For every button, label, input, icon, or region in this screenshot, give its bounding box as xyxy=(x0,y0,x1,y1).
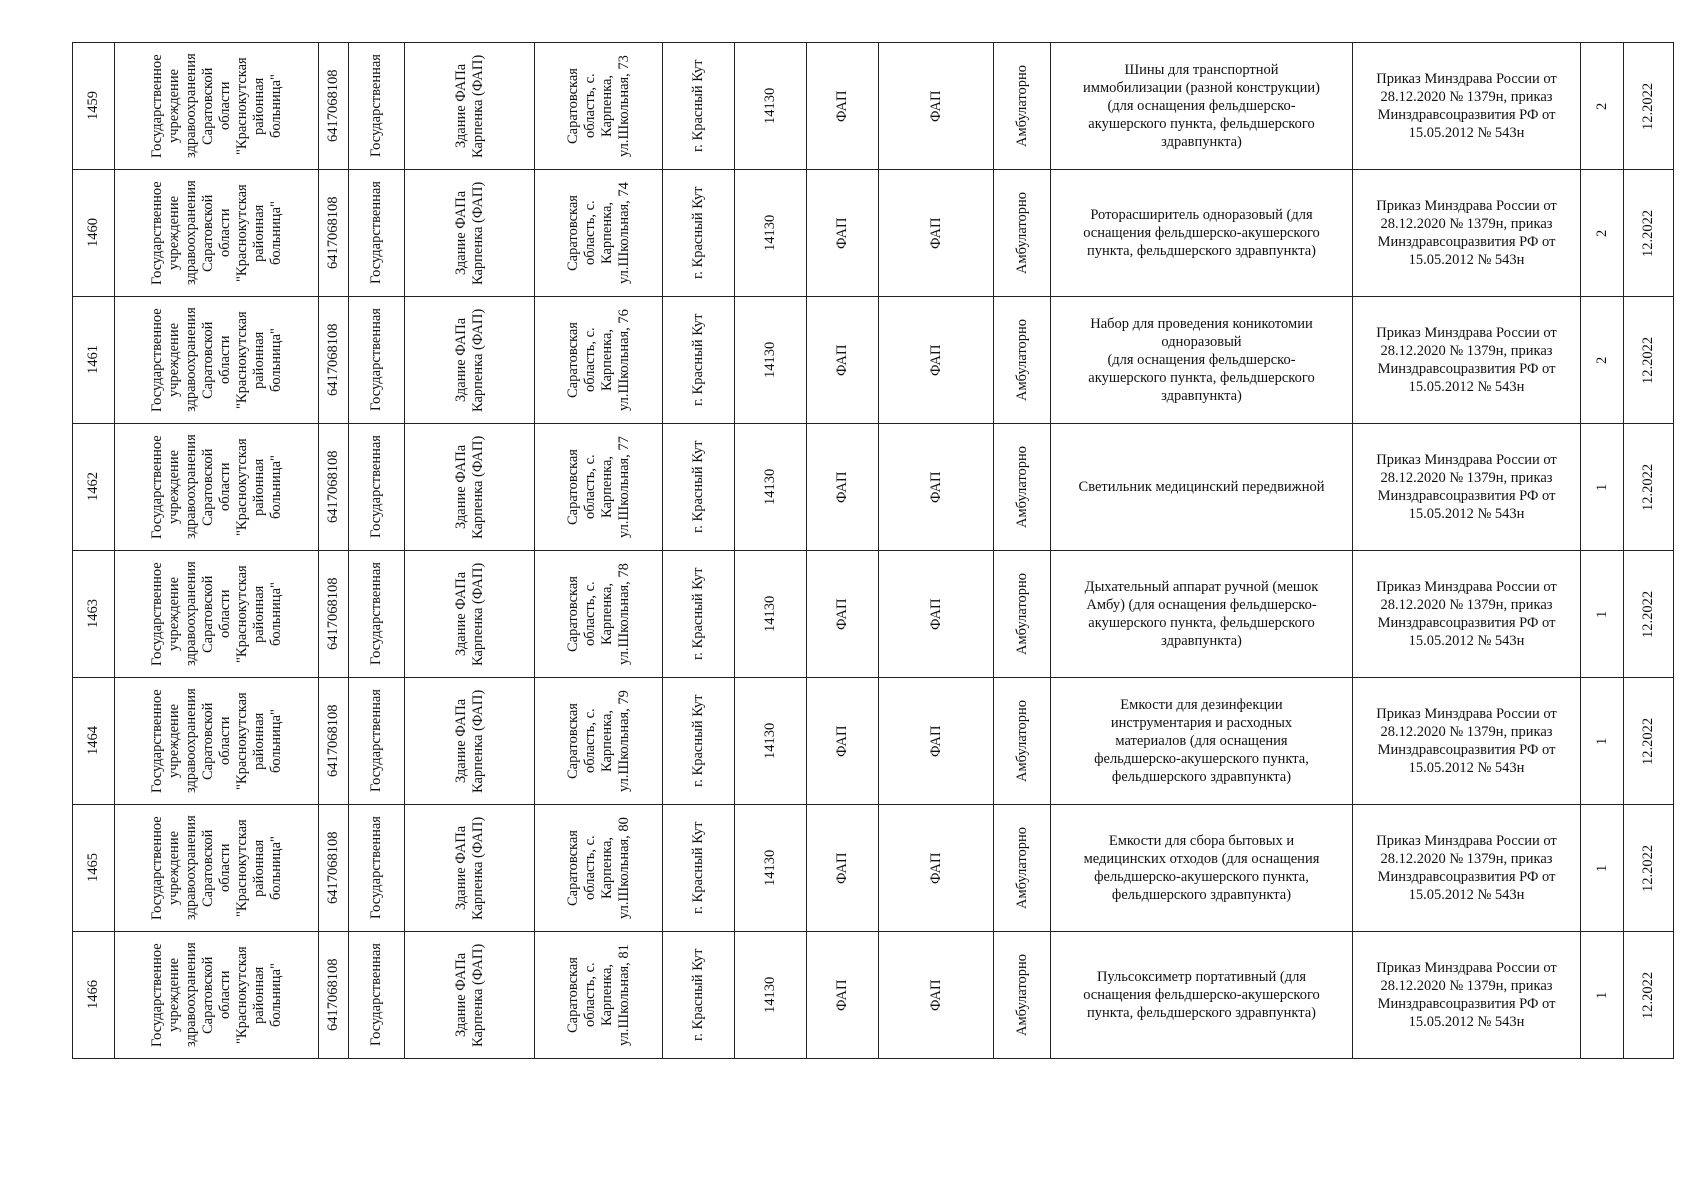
cell-number xyxy=(73,43,115,170)
cell-text-org: Государственное учреждение здравоохранения Саратовской области "Краснокутская районная больница" xyxy=(148,942,284,1048)
cell-legal-basis xyxy=(1353,43,1581,170)
cell-text-city: г. Красный Кут xyxy=(690,694,706,788)
cell-text-building: Здание ФАПа Карпенка (ФАП) xyxy=(452,54,486,158)
cell-text-inn: 6417068108 xyxy=(325,704,341,778)
cell-building xyxy=(405,678,535,805)
cell-legal-basis xyxy=(1353,424,1581,551)
cell-text-building: Здание ФАПа Карпенка (ФАП) xyxy=(452,181,486,285)
cell-care-mode xyxy=(994,297,1051,424)
cell-city xyxy=(663,170,735,297)
cell-address xyxy=(535,551,663,678)
cell-facility-type-2 xyxy=(879,805,994,932)
cell-date xyxy=(1624,424,1674,551)
cell-text-date: 12.2022 xyxy=(1640,209,1656,257)
cell-text-date: 12.2022 xyxy=(1640,971,1656,1019)
cell-care-mode xyxy=(994,932,1051,1059)
cell-quantity xyxy=(1581,170,1624,297)
cell-ownership-form xyxy=(349,805,405,932)
cell-text-org: Государственное учреждение здравоохранения Саратовской области "Краснокутская районная больница" xyxy=(148,180,284,286)
cell-text-building: Здание ФАПа Карпенка (ФАП) xyxy=(452,816,486,920)
cell-text-num: 1466 xyxy=(85,980,101,1010)
cell-care-mode xyxy=(994,551,1051,678)
cell-text-city: г. Красный Кут xyxy=(690,821,706,915)
cell-text-qty: 2 xyxy=(1593,102,1610,110)
cell-facility-type-1 xyxy=(807,678,879,805)
cell-facility-type-2 xyxy=(879,170,994,297)
cell-text-type2: ФАП xyxy=(927,725,944,757)
cell-text-building: Здание ФАПа Карпенка (ФАП) xyxy=(452,562,486,666)
cell-text-building: Здание ФАПа Карпенка (ФАП) xyxy=(452,943,486,1047)
cell-text-form: Государственная xyxy=(368,308,384,412)
cell-text-item: Светильник медицинский передвижной xyxy=(1078,479,1325,495)
table-row xyxy=(73,678,1674,805)
cell-text-inn: 6417068108 xyxy=(325,323,341,397)
cell-city xyxy=(663,932,735,1059)
cell-address xyxy=(535,43,663,170)
cell-number xyxy=(73,170,115,297)
cell-text-code: 14130 xyxy=(762,214,778,252)
cell-facility-type-1 xyxy=(807,805,879,932)
cell-text-date: 12.2022 xyxy=(1640,336,1656,384)
cell-text-form: Государственная xyxy=(368,54,384,158)
cell-organization xyxy=(115,424,319,551)
cell-building xyxy=(405,551,535,678)
cell-text-basis: Приказ Минздрава России от 28.12.2020 № 1379н, приказ Минздравсоцразвития РФ от 15.05.2012 № 543н xyxy=(1376,198,1557,268)
cell-text-mode: Амбулаторно xyxy=(1013,445,1030,529)
cell-text-qty: 2 xyxy=(1593,229,1610,237)
cell-text-type1: ФАП xyxy=(834,979,850,1011)
cell-date xyxy=(1624,932,1674,1059)
cell-text-basis: Приказ Минздрава России от 28.12.2020 № 1379н, приказ Минздравсоцразвития РФ от 15.05.2012 № 543н xyxy=(1376,960,1557,1030)
cell-city xyxy=(663,551,735,678)
cell-building xyxy=(405,43,535,170)
cell-text-code: 14130 xyxy=(762,87,778,125)
cell-city xyxy=(663,43,735,170)
cell-text-type2: ФАП xyxy=(927,90,944,122)
cell-organization xyxy=(115,805,319,932)
cell-inn xyxy=(319,43,349,170)
cell-text-address: Саратовская область, с. Карпенка, ул.Школьная, 76 xyxy=(564,309,632,411)
cell-inn xyxy=(319,678,349,805)
cell-ownership-form xyxy=(349,678,405,805)
cell-text-org: Государственное учреждение здравоохранения Саратовской области "Краснокутская районная больница" xyxy=(148,561,284,667)
cell-text-mode: Амбулаторно xyxy=(1013,699,1030,783)
cell-city xyxy=(663,424,735,551)
cell-text-inn: 6417068108 xyxy=(325,958,341,1032)
equipment-table xyxy=(72,42,1674,1059)
cell-code xyxy=(735,678,807,805)
cell-organization xyxy=(115,170,319,297)
cell-text-org: Государственное учреждение здравоохранения Саратовской области "Краснокутская районная больница" xyxy=(148,53,284,159)
cell-text-inn: 6417068108 xyxy=(325,577,341,651)
cell-text-type1: ФАП xyxy=(834,598,850,630)
cell-text-basis: Приказ Минздрава России от 28.12.2020 № 1379н, приказ Минздравсоцразвития РФ от 15.05.2012 № 543н xyxy=(1376,579,1557,649)
cell-text-qty: 1 xyxy=(1593,737,1610,745)
cell-text-date: 12.2022 xyxy=(1640,844,1656,892)
cell-text-item: Шины для транспортной иммобилизации (разной конструкции) (для оснащения фельдшерско- акушерского пункта, фельдшерского здравпункта) xyxy=(1083,62,1320,150)
cell-code xyxy=(735,297,807,424)
cell-inn xyxy=(319,932,349,1059)
cell-date xyxy=(1624,805,1674,932)
cell-text-item: Пульсоксиметр портативный (для оснащения фельдшерско-акушерского пункта, фельдшерского здравпункта) xyxy=(1083,969,1320,1021)
cell-address xyxy=(535,932,663,1059)
cell-quantity xyxy=(1581,678,1624,805)
cell-text-inn: 6417068108 xyxy=(325,196,341,270)
cell-text-type2: ФАП xyxy=(927,852,944,884)
cell-address xyxy=(535,805,663,932)
cell-facility-type-1 xyxy=(807,170,879,297)
cell-text-num: 1463 xyxy=(85,599,101,629)
cell-text-num: 1464 xyxy=(85,726,101,756)
cell-legal-basis xyxy=(1353,805,1581,932)
cell-city xyxy=(663,678,735,805)
cell-text-qty: 1 xyxy=(1593,483,1610,491)
cell-text-city: г. Красный Кут xyxy=(690,567,706,661)
cell-ownership-form xyxy=(349,43,405,170)
cell-code xyxy=(735,805,807,932)
cell-text-form: Государственная xyxy=(368,181,384,285)
cell-text-code: 14130 xyxy=(762,976,778,1014)
cell-text-form: Государственная xyxy=(368,816,384,920)
cell-text-address: Саратовская область, с. Карпенка, ул.Школьная, 78 xyxy=(564,563,632,665)
cell-quantity xyxy=(1581,805,1624,932)
cell-text-code: 14130 xyxy=(762,722,778,760)
cell-text-date: 12.2022 xyxy=(1640,590,1656,638)
cell-text-basis: Приказ Минздрава России от 28.12.2020 № 1379н, приказ Минздравсоцразвития РФ от 15.05.2012 № 543н xyxy=(1376,833,1557,903)
cell-address xyxy=(535,297,663,424)
cell-text-qty: 1 xyxy=(1593,991,1610,999)
cell-text-mode: Амбулаторно xyxy=(1013,953,1030,1037)
cell-date xyxy=(1624,678,1674,805)
cell-text-code: 14130 xyxy=(762,341,778,379)
cell-text-type2: ФАП xyxy=(927,979,944,1011)
cell-inn xyxy=(319,170,349,297)
cell-text-type1: ФАП xyxy=(834,471,850,503)
table-row xyxy=(73,805,1674,932)
cell-date xyxy=(1624,297,1674,424)
cell-equipment-item xyxy=(1051,297,1353,424)
cell-text-type1: ФАП xyxy=(834,217,850,249)
cell-text-address: Саратовская область, с. Карпенка, ул.Школьная, 80 xyxy=(564,817,632,919)
cell-text-type1: ФАП xyxy=(834,344,850,376)
cell-equipment-item xyxy=(1051,43,1353,170)
cell-facility-type-1 xyxy=(807,424,879,551)
cell-text-code: 14130 xyxy=(762,849,778,887)
cell-facility-type-2 xyxy=(879,297,994,424)
cell-text-num: 1459 xyxy=(85,91,101,121)
cell-text-mode: Амбулаторно xyxy=(1013,318,1030,402)
cell-text-code: 14130 xyxy=(762,468,778,506)
cell-text-date: 12.2022 xyxy=(1640,82,1656,130)
cell-organization xyxy=(115,932,319,1059)
cell-text-building: Здание ФАПа Карпенка (ФАП) xyxy=(452,689,486,793)
cell-date xyxy=(1624,551,1674,678)
cell-care-mode xyxy=(994,170,1051,297)
cell-text-city: г. Красный Кут xyxy=(690,186,706,280)
cell-organization xyxy=(115,551,319,678)
cell-facility-type-2 xyxy=(879,43,994,170)
cell-legal-basis xyxy=(1353,170,1581,297)
cell-date xyxy=(1624,43,1674,170)
cell-text-type2: ФАП xyxy=(927,471,944,503)
cell-text-item: Емкости для дезинфекции инструментария и расходных материалов (для оснащения фельдшерско-акушерского пункта, фельдшерского здравпункта) xyxy=(1094,697,1309,785)
cell-text-item: Набор для проведения коникотомии одноразовый (для оснащения фельдшерско- акушерского пункта, фельдшерского здравпункта) xyxy=(1088,316,1315,404)
cell-code xyxy=(735,170,807,297)
cell-text-type1: ФАП xyxy=(834,90,850,122)
table-row xyxy=(73,932,1674,1059)
cell-text-basis: Приказ Минздрава России от 28.12.2020 № 1379н, приказ Минздравсоцразвития РФ от 15.05.2012 № 543н xyxy=(1376,706,1557,776)
cell-facility-type-2 xyxy=(879,678,994,805)
cell-text-qty: 1 xyxy=(1593,610,1610,618)
cell-text-org: Государственное учреждение здравоохранения Саратовской области "Краснокутская районная больница" xyxy=(148,688,284,794)
cell-text-item: Дыхательный аппарат ручной (мешок Амбу) (для оснащения фельдшерско- акушерского пункта, фельдшерского здравпункта) xyxy=(1084,579,1319,649)
cell-building xyxy=(405,297,535,424)
cell-text-form: Государственная xyxy=(368,689,384,793)
cell-text-mode: Амбулаторно xyxy=(1013,826,1030,910)
cell-inn xyxy=(319,297,349,424)
cell-care-mode xyxy=(994,424,1051,551)
cell-code xyxy=(735,932,807,1059)
cell-text-qty: 1 xyxy=(1593,864,1610,872)
cell-legal-basis xyxy=(1353,551,1581,678)
cell-ownership-form xyxy=(349,297,405,424)
cell-facility-type-1 xyxy=(807,932,879,1059)
cell-equipment-item xyxy=(1051,551,1353,678)
cell-text-address: Саратовская область, с. Карпенка, ул.Школьная, 74 xyxy=(564,182,632,284)
cell-equipment-item xyxy=(1051,678,1353,805)
cell-organization xyxy=(115,678,319,805)
cell-text-num: 1462 xyxy=(85,472,101,502)
cell-text-mode: Амбулаторно xyxy=(1013,191,1030,275)
cell-quantity xyxy=(1581,424,1624,551)
cell-text-date: 12.2022 xyxy=(1640,717,1656,765)
cell-organization xyxy=(115,43,319,170)
cell-text-address: Саратовская область, с. Карпенка, ул.Школьная, 81 xyxy=(564,944,632,1046)
cell-text-type2: ФАП xyxy=(927,598,944,630)
cell-building xyxy=(405,805,535,932)
cell-equipment-item xyxy=(1051,170,1353,297)
cell-text-num: 1465 xyxy=(85,853,101,883)
cell-number xyxy=(73,297,115,424)
cell-text-city: г. Красный Кут xyxy=(690,59,706,153)
cell-legal-basis xyxy=(1353,297,1581,424)
table-row xyxy=(73,43,1674,170)
cell-ownership-form xyxy=(349,551,405,678)
cell-text-inn: 6417068108 xyxy=(325,831,341,905)
cell-text-type1: ФАП xyxy=(834,852,850,884)
cell-facility-type-1 xyxy=(807,551,879,678)
cell-text-city: г. Красный Кут xyxy=(690,948,706,1042)
cell-building xyxy=(405,932,535,1059)
cell-equipment-item xyxy=(1051,805,1353,932)
cell-number xyxy=(73,551,115,678)
cell-text-building: Здание ФАПа Карпенка (ФАП) xyxy=(452,308,486,412)
cell-care-mode xyxy=(994,678,1051,805)
cell-text-address: Саратовская область, с. Карпенка, ул.Школьная, 79 xyxy=(564,690,632,792)
cell-text-code: 14130 xyxy=(762,595,778,633)
cell-facility-type-2 xyxy=(879,932,994,1059)
cell-text-inn: 6417068108 xyxy=(325,450,341,524)
cell-text-basis: Приказ Минздрава России от 28.12.2020 № 1379н, приказ Минздравсоцразвития РФ от 15.05.2012 № 543н xyxy=(1376,325,1557,395)
cell-organization xyxy=(115,297,319,424)
cell-code xyxy=(735,424,807,551)
cell-text-org: Государственное учреждение здравоохранения Саратовской области "Краснокутская районная больница" xyxy=(148,434,284,540)
cell-quantity xyxy=(1581,43,1624,170)
cell-text-city: г. Красный Кут xyxy=(690,313,706,407)
cell-address xyxy=(535,424,663,551)
cell-facility-type-1 xyxy=(807,297,879,424)
cell-city xyxy=(663,297,735,424)
cell-text-mode: Амбулаторно xyxy=(1013,64,1030,148)
cell-ownership-form xyxy=(349,424,405,551)
cell-text-mode: Амбулаторно xyxy=(1013,572,1030,656)
cell-text-form: Государственная xyxy=(368,943,384,1047)
table-row xyxy=(73,424,1674,551)
cell-text-qty: 2 xyxy=(1593,356,1610,364)
cell-legal-basis xyxy=(1353,932,1581,1059)
table-row xyxy=(73,297,1674,424)
cell-text-inn: 6417068108 xyxy=(325,69,341,143)
cell-address xyxy=(535,678,663,805)
cell-text-item: Роторасширитель одноразовый (для оснащения фельдшерско-акушерского пункта, фельдшерского здравпункта) xyxy=(1083,207,1320,259)
cell-text-num: 1460 xyxy=(85,218,101,248)
cell-number xyxy=(73,678,115,805)
cell-number xyxy=(73,932,115,1059)
cell-quantity xyxy=(1581,551,1624,678)
cell-text-address: Саратовская область, с. Карпенка, ул.Школьная, 73 xyxy=(564,55,632,157)
cell-ownership-form xyxy=(349,932,405,1059)
cell-text-city: г. Красный Кут xyxy=(690,440,706,534)
cell-care-mode xyxy=(994,805,1051,932)
cell-text-form: Государственная xyxy=(368,562,384,666)
cell-text-type2: ФАП xyxy=(927,344,944,376)
cell-text-building: Здание ФАПа Карпенка (ФАП) xyxy=(452,435,486,539)
cell-text-date: 12.2022 xyxy=(1640,463,1656,511)
cell-number xyxy=(73,424,115,551)
table-row xyxy=(73,170,1674,297)
cell-care-mode xyxy=(994,43,1051,170)
cell-address xyxy=(535,170,663,297)
cell-facility-type-2 xyxy=(879,551,994,678)
cell-quantity xyxy=(1581,932,1624,1059)
cell-inn xyxy=(319,551,349,678)
cell-legal-basis xyxy=(1353,678,1581,805)
cell-equipment-item xyxy=(1051,932,1353,1059)
cell-text-org: Государственное учреждение здравоохранения Саратовской области "Краснокутская районная больница" xyxy=(148,307,284,413)
cell-building xyxy=(405,424,535,551)
cell-inn xyxy=(319,805,349,932)
cell-text-form: Государственная xyxy=(368,435,384,539)
cell-facility-type-2 xyxy=(879,424,994,551)
cell-code xyxy=(735,43,807,170)
cell-text-address: Саратовская область, с. Карпенка, ул.Школьная, 77 xyxy=(564,436,632,538)
cell-text-basis: Приказ Минздрава России от 28.12.2020 № 1379н, приказ Минздравсоцразвития РФ от 15.05.2012 № 543н xyxy=(1376,452,1557,522)
cell-code xyxy=(735,551,807,678)
cell-inn xyxy=(319,424,349,551)
table-row xyxy=(73,551,1674,678)
cell-text-type2: ФАП xyxy=(927,217,944,249)
cell-equipment-item xyxy=(1051,424,1353,551)
cell-city xyxy=(663,805,735,932)
cell-quantity xyxy=(1581,297,1624,424)
cell-text-item: Емкости для сбора бытовых и медицинских отходов (для оснащения фельдшерско-акушерского пункта, фельдшерского здравпункта) xyxy=(1083,833,1320,903)
cell-number xyxy=(73,805,115,932)
cell-building xyxy=(405,170,535,297)
cell-text-basis: Приказ Минздрава России от 28.12.2020 № 1379н, приказ Минздравсоцразвития РФ от 15.05.2012 № 543н xyxy=(1376,71,1557,141)
cell-date xyxy=(1624,170,1674,297)
cell-text-type1: ФАП xyxy=(834,725,850,757)
cell-text-org: Государственное учреждение здравоохранения Саратовской области "Краснокутская районная больница" xyxy=(148,815,284,921)
cell-ownership-form xyxy=(349,170,405,297)
cell-text-num: 1461 xyxy=(85,345,101,375)
cell-facility-type-1 xyxy=(807,43,879,170)
